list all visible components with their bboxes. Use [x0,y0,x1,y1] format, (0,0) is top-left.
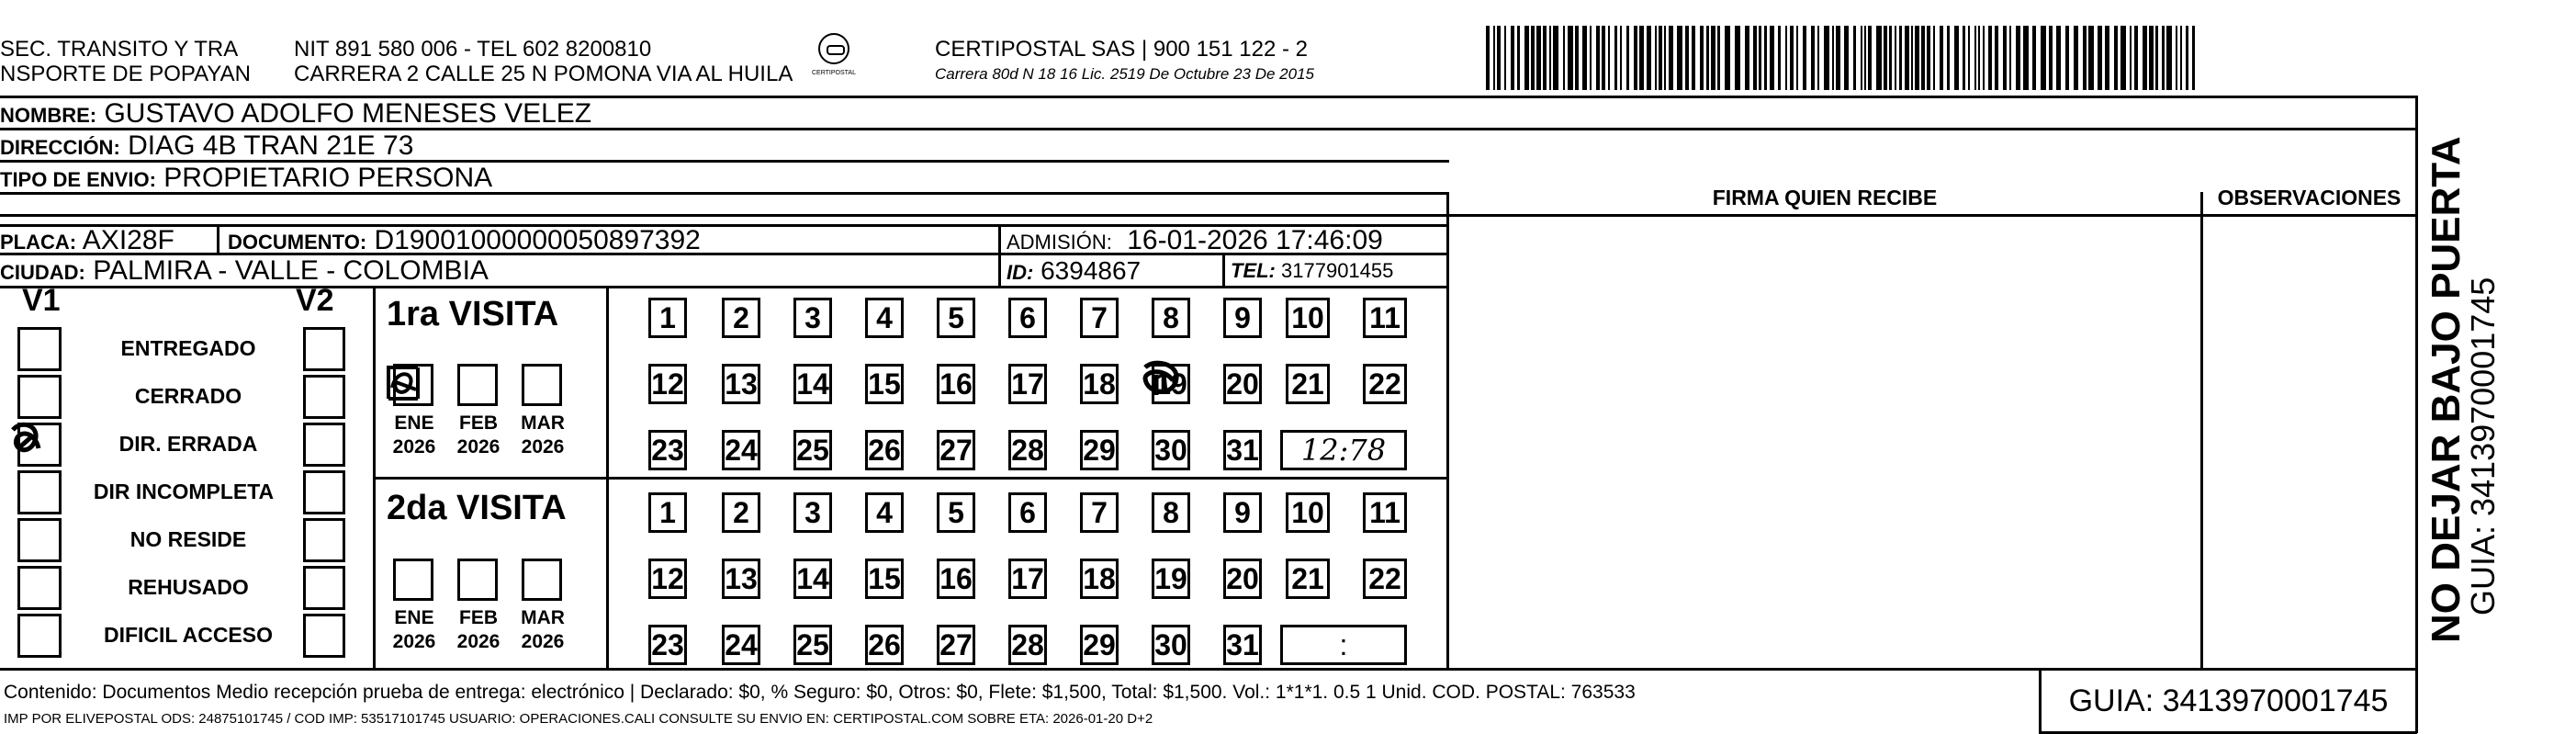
day-box[interactable]: 18 [1080,559,1119,599]
month-name: ENE [394,412,434,434]
month-name: MAR [521,607,565,628]
day-box[interactable]: 1 [648,298,687,338]
day-box[interactable]: 5 [937,492,975,533]
day-box[interactable]: 7 [1080,492,1119,533]
day-box[interactable]: 24 [722,625,760,665]
row-direccion [0,130,413,162]
day-box[interactable]: 27 [937,430,975,470]
logo-caption: CERTIPOSTAL [812,70,856,76]
row-ciudad [0,255,489,286]
day-box[interactable]: 21 [1286,364,1330,404]
rule-columns [0,214,2417,217]
month-label [382,606,446,654]
day-box[interactable]: 17 [1008,364,1047,404]
v2-header: V2 [296,283,334,318]
day-box[interactable]: 5 [937,298,975,338]
day-box[interactable]: 3 [793,298,832,338]
day-box[interactable]: 31 [1223,625,1262,665]
certipostal-logo [802,33,866,86]
day-box[interactable]: 26 [865,430,904,470]
day-box[interactable]: 14 [793,559,832,599]
rule-v-tel [1222,253,1225,286]
handwritten-mark-day19 [1136,358,1191,406]
month-label [446,606,511,654]
handwritten-mark-ene [379,360,434,408]
day-box[interactable]: 12 [648,364,687,404]
barcode [1484,26,2202,90]
month-year: 2026 [521,631,565,652]
footer-guia: GUIA: 3413970001745 [2068,683,2389,718]
tipo-value: PROPIETARIO PERSONA [163,163,493,193]
day-box[interactable]: 24 [722,430,760,470]
v2-checkbox[interactable] [303,614,345,658]
admision-label: ADMISIÓN: [1007,231,1112,254]
day-box[interactable]: 15 [865,364,904,404]
month-checkbox[interactable] [522,364,562,406]
courier-name: CERTIPOSTAL SAS | 900 151 122 - 2 [935,37,1308,62]
day-box[interactable]: 10 [1286,492,1330,533]
status-label: CERRADO [134,384,242,408]
day-box[interactable]: 30 [1152,430,1190,470]
admision-value: 16-01-2026 17:46:09 [1127,225,1383,255]
day-box[interactable]: 28 [1008,625,1047,665]
month-year: 2026 [521,436,565,457]
day-box[interactable]: 16 [937,364,975,404]
month-checkbox[interactable] [393,559,433,601]
day-box[interactable]: 16 [937,559,975,599]
documento-label: DOCUMENTO: [228,231,367,254]
day-box[interactable]: 12 [648,559,687,599]
day-box[interactable]: 4 [865,298,904,338]
v1-checkbox[interactable] [17,327,62,371]
day-box[interactable]: 20 [1223,364,1262,404]
no-dejar-warning: NO DEJAR BAJO PUERTA [2424,136,2469,643]
id-value: 6394867 [1041,256,1142,285]
day-box[interactable]: 13 [722,364,760,404]
day-box[interactable]: 30 [1152,625,1190,665]
tel-value: 3177901455 [1281,259,1394,282]
ciudad-label: CIUDAD: [0,261,85,284]
day-box[interactable]: 6 [1008,492,1047,533]
month-name: FEB [459,412,498,434]
month-checkbox[interactable] [457,559,498,601]
status-label: REHUSADO [128,575,249,599]
status-label: DIR INCOMPLETA [93,480,275,503]
sender-name-line1: SEC. TRANSITO Y TRA [0,37,239,62]
day-box[interactable]: 25 [793,625,832,665]
month-year: 2026 [392,631,436,652]
rule-v-obs [2200,192,2203,668]
row-tipo [0,163,492,194]
v2-checkbox[interactable] [303,423,345,467]
placa-label: PLACA: [0,231,77,254]
time-box[interactable]: : [1280,625,1407,665]
rule-v-admision [998,224,1001,286]
day-box[interactable]: 2 [722,298,760,338]
rule-v-firma [1446,192,1449,668]
placa-value: AXI28F [82,225,174,255]
sender-nit: NIT 891 580 006 - TEL 602 8200810 [294,37,652,62]
day-box[interactable]: 8 [1152,492,1190,533]
sender-address: CARRERA 2 CALLE 25 N POMONA VIA AL HUILA [294,62,793,86]
tipo-label: TIPO DE ENVIO: [0,168,156,191]
sender-contact [294,37,793,86]
day-box[interactable]: 11 [1363,298,1407,338]
day-box[interactable]: 25 [793,430,832,470]
v1-header: V1 [22,283,61,318]
day-box[interactable]: 31 [1223,430,1262,470]
status-label: DIFICIL ACCESO [103,623,273,647]
sender-name [0,37,251,86]
day-box[interactable]: 18 [1080,364,1119,404]
row-placa [0,226,174,254]
day-box[interactable]: 29 [1080,625,1119,665]
v1-checkbox[interactable] [17,375,62,419]
footer-impreso: IMP POR ELIVEPOSTAL ODS: 24875101745 / COD IMP: 53517101745 USUARIO: OPERACIONES.CALI CONSULTE SU ENVIO EN: CERTIPOSTAL.COM SOBRE ETA: 2026-01-20 D+2 [4,711,1153,727]
v2-checkbox[interactable] [303,375,345,419]
second-visit-title: 2da VISITA [387,489,567,527]
day-box[interactable]: 28 [1008,430,1047,470]
logo-circle-icon [818,33,849,64]
day-box[interactable]: 6 [1008,298,1047,338]
month-name: MAR [521,412,565,434]
day-box[interactable]: 19 [1152,364,1190,404]
day-box[interactable]: 26 [865,625,904,665]
day-box[interactable]: 27 [937,625,975,665]
day-box[interactable]: 4 [865,492,904,533]
row-nombre [0,98,591,130]
day-box[interactable]: 14 [793,364,832,404]
v1-checkbox[interactable] [17,614,62,658]
day-box[interactable]: 3 [793,492,832,533]
month-year: 2026 [456,436,501,457]
rule-ciudad-bottom [0,286,1449,288]
month-year: 2026 [456,631,501,652]
documento-value: D19001000000050897392 [374,225,701,255]
day-box[interactable]: 23 [648,625,687,665]
col-obs-header: OBSERVACIONES [2217,186,2402,209]
rule-v-right [2415,96,2418,733]
row-documento [228,226,701,254]
day-box[interactable]: 13 [722,559,760,599]
status-label: NO RESIDE [129,527,247,551]
day-box[interactable]: 15 [865,559,904,599]
day-box[interactable]: 1 [648,492,687,533]
rule-visit-split [373,477,1449,480]
month-label [511,606,575,654]
day-box[interactable]: 21 [1286,559,1330,599]
day-box[interactable]: 20 [1223,559,1262,599]
nombre-value: GUSTAVO ADOLFO MENESES VELEZ [104,98,592,129]
status-label: ENTREGADO [120,336,256,360]
day-box[interactable]: 8 [1152,298,1190,338]
ciudad-value: PALMIRA - VALLE - COLOMBIA [93,255,489,286]
v1-checkbox[interactable] [17,518,62,562]
row-id [1007,255,1141,286]
side-guia: GUIA: 3413970001745 [2464,277,2502,615]
month-year: 2026 [392,436,436,457]
tel-label: TEL: [1231,259,1276,282]
day-box[interactable]: 22 [1363,559,1407,599]
day-box[interactable]: 23 [648,430,687,470]
sender-name-line2: NSPORTE DE POPAYAN [0,62,251,86]
v2-checkbox[interactable] [303,470,345,514]
courier-info [935,37,1314,86]
month-name: ENE [394,607,434,628]
footer-contenido: Contenido: Documentos Medio recepción prueba de entrega: electrónico | Declarado: $0, % Seguro: $0, Otros: $0, Flete: $1,500, Total: $1,500. Vol.: 1*1*1. 0.5 1 Unid. COD. POSTAL: 763533 [4,682,1636,703]
direccion-label: DIRECCIÓN: [0,136,120,159]
v1-checkbox[interactable] [17,470,62,514]
v1-checkbox[interactable] [17,566,62,610]
col-firma-header: FIRMA QUIEN RECIBE [1712,186,1938,209]
day-box[interactable]: 9 [1223,298,1262,338]
day-box[interactable]: 22 [1363,364,1407,404]
direccion-value: DIAG 4B TRAN 21E 73 [128,130,414,161]
day-box[interactable]: 10 [1286,298,1330,338]
first-visit-title: 1ra VISITA [387,295,559,333]
month-label [446,412,511,459]
v2-checkbox[interactable] [303,518,345,562]
month-name: FEB [459,607,498,628]
month-label [511,412,575,459]
time-box[interactable]: 12:78 [1280,430,1407,470]
day-box[interactable]: 7 [1080,298,1119,338]
day-box[interactable]: 11 [1363,492,1407,533]
day-box[interactable]: 29 [1080,430,1119,470]
day-box[interactable]: 9 [1223,492,1262,533]
handwritten-mark-dir-errada [7,421,46,463]
row-tel [1231,255,1393,286]
v2-checkbox[interactable] [303,566,345,610]
id-label: ID: [1007,261,1034,284]
row-admision [1007,226,1383,254]
day-box[interactable]: 17 [1008,559,1047,599]
courier-license: Carrera 80d N 18 16 Lic. 2519 De Octubre 23 De 2015 [935,65,1314,83]
month-label [382,412,446,459]
day-box[interactable]: 19 [1152,559,1190,599]
side-text [2426,0,2502,643]
month-checkbox[interactable] [522,559,562,601]
v2-checkbox[interactable] [303,327,345,371]
day-box[interactable]: 2 [722,492,760,533]
month-checkbox[interactable] [457,364,498,406]
rule-v-placa [217,224,219,254]
status-label: DIR. ERRADA [118,432,258,456]
nombre-label: NOMBRE: [0,104,97,127]
